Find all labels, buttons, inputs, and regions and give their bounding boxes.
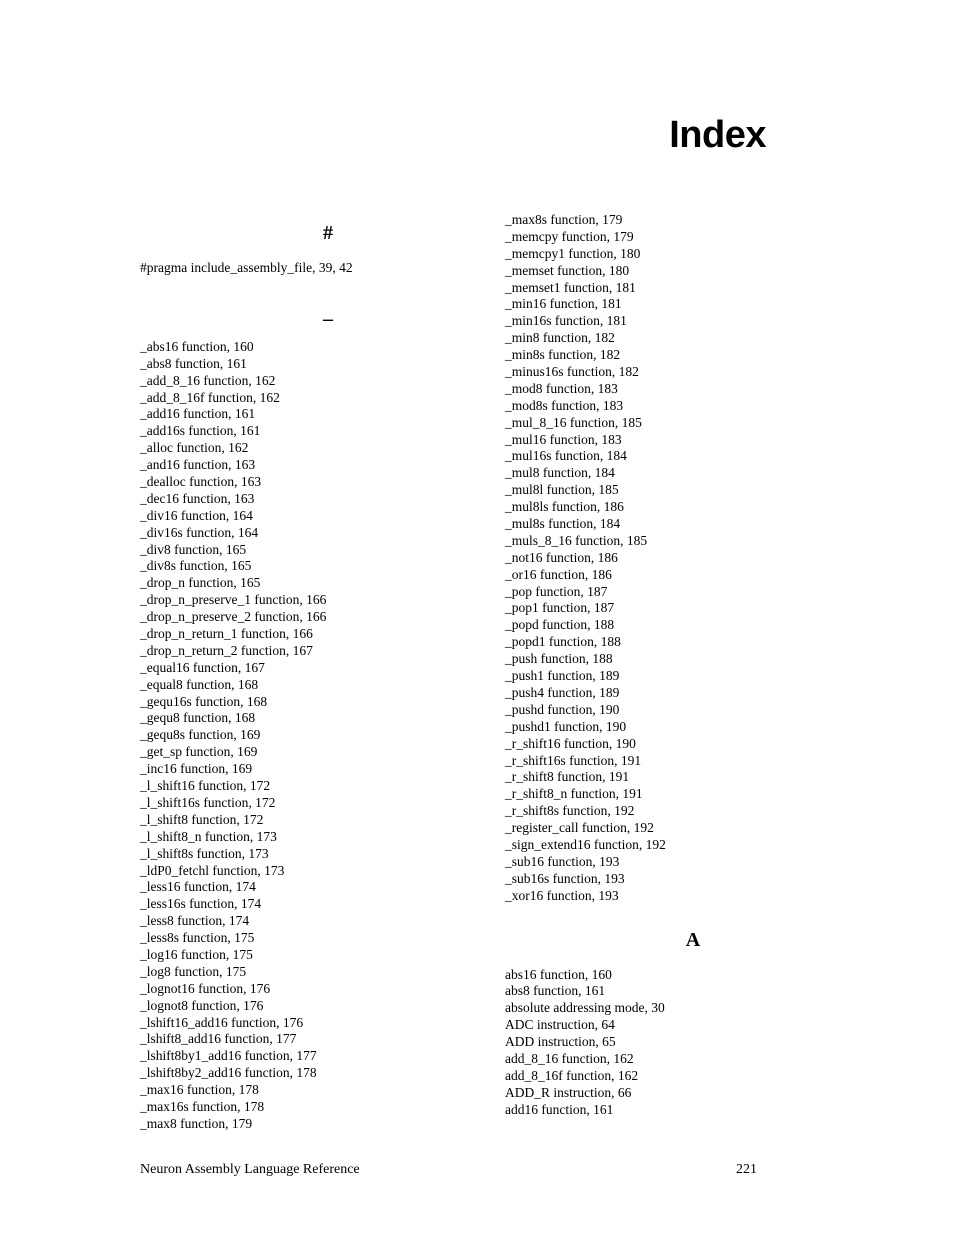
index-entry: _l_shift8 function, 172 xyxy=(140,811,264,827)
index-entry: _lognot16 function, 176 xyxy=(140,980,271,996)
index-entry: _alloc function, 162 xyxy=(140,440,249,456)
index-entry: _pushd1 function, 190 xyxy=(505,718,627,734)
index-entry: _gequ8 function, 168 xyxy=(140,710,256,726)
index-entry: add_8_16f function, 162 xyxy=(505,1067,639,1083)
index-entry: _dec16 function, 163 xyxy=(140,490,255,506)
index-entry: _add16s function, 161 xyxy=(140,423,261,439)
section-heading: _ xyxy=(323,300,333,323)
index-entry: _l_shift8s function, 173 xyxy=(140,845,269,861)
index-entry: _lshift16_add16 function, 176 xyxy=(140,1014,304,1030)
index-entry: _push function, 188 xyxy=(505,651,613,667)
index-entry: _r_shift16 function, 190 xyxy=(505,735,636,751)
index-entry: _sign_extend16 function, 192 xyxy=(505,836,666,852)
index-entry: _drop_n_return_2 function, 167 xyxy=(140,642,313,658)
footer-document-title: Neuron Assembly Language Reference xyxy=(140,1162,360,1177)
index-entry: _div16s function, 164 xyxy=(140,524,259,540)
index-entry: _lshift8by2_add16 function, 178 xyxy=(140,1065,317,1081)
index-section xyxy=(140,221,500,277)
index-entry: _mul8ls function, 186 xyxy=(505,499,624,515)
index-entry: _less16 function, 174 xyxy=(140,879,256,895)
index-entry: _get_sp function, 169 xyxy=(140,744,258,760)
index-entry: _r_shift16s function, 191 xyxy=(505,752,642,768)
index-column-left xyxy=(140,212,500,1133)
index-entry: _mod8s function, 183 xyxy=(505,397,624,413)
index-entry: _div16 function, 164 xyxy=(140,507,253,523)
index-entry: _less16s function, 174 xyxy=(140,896,262,912)
index-entry: _mul8s function, 184 xyxy=(505,516,621,532)
index-entry: _less8s function, 175 xyxy=(140,930,255,946)
index-entry: ADC instruction, 64 xyxy=(505,1017,615,1033)
index-entry: _mul16s function, 184 xyxy=(505,448,627,464)
index-entry: abs8 function, 161 xyxy=(505,983,606,999)
index-entry: _max16 function, 178 xyxy=(140,1082,259,1098)
index-entry: _l_shift16s function, 172 xyxy=(140,794,276,810)
index-entry: _equal8 function, 168 xyxy=(140,676,259,692)
index-entry: _add16 function, 161 xyxy=(140,406,256,422)
section-heading: # xyxy=(323,222,333,244)
index-entry: _max8 function, 179 xyxy=(140,1115,253,1131)
index-entry: _push4 function, 189 xyxy=(505,684,620,700)
index-entry: ADD_R instruction, 66 xyxy=(505,1084,632,1100)
index-entry: _equal16 function, 167 xyxy=(140,659,265,675)
index-entry: _gequ16s function, 168 xyxy=(140,693,268,709)
index-entry: _memset function, 180 xyxy=(505,262,630,278)
index-entry: _sub16 function, 193 xyxy=(505,853,620,869)
index-entry: add_8_16 function, 162 xyxy=(505,1050,634,1066)
index-entry: _mul_8_16 function, 185 xyxy=(505,414,642,430)
index-entry: _sub16s function, 193 xyxy=(505,870,625,886)
index-entry: _div8s function, 165 xyxy=(140,558,252,574)
index-entry: _popd function, 188 xyxy=(505,617,615,633)
index-entry: _pop1 function, 187 xyxy=(505,600,615,616)
index-entry: _mul8l function, 185 xyxy=(505,482,619,498)
index-entry: _max8s function, 179 xyxy=(505,212,623,227)
index-entry: _or16 function, 186 xyxy=(505,566,612,582)
index-entry: _mul16 function, 183 xyxy=(505,431,622,447)
index-entry: absolute addressing mode, 30 xyxy=(505,1000,665,1016)
index-entry: _min16s function, 181 xyxy=(505,313,627,329)
index-entry: _log8 function, 175 xyxy=(140,963,247,979)
index-entry: _ldP0_fetchl function, 173 xyxy=(140,862,285,878)
index-entry: _max16s function, 178 xyxy=(140,1098,265,1114)
index-column-right xyxy=(505,212,865,1119)
index-entry: _drop_n_return_1 function, 166 xyxy=(140,626,313,642)
index-entry: _lshift8by1_add16 function, 177 xyxy=(140,1048,317,1064)
index-section xyxy=(505,212,865,905)
index-entry: _muls_8_16 function, 185 xyxy=(505,532,648,548)
index-entry: _lshift8_add16 function, 177 xyxy=(140,1031,297,1047)
index-entry: _r_shift8_n function, 191 xyxy=(505,786,643,802)
index-entry: _pop function, 187 xyxy=(505,583,608,599)
index-entry: _drop_n function, 165 xyxy=(140,575,261,591)
index-entry: _dealloc function, 163 xyxy=(140,474,262,490)
index-entry: ADD instruction, 65 xyxy=(505,1034,616,1050)
index-entry: _popd1 function, 188 xyxy=(505,634,621,650)
index-entry: _inc16 function, 169 xyxy=(140,761,253,777)
index-entry: _less8 function, 174 xyxy=(140,913,250,929)
section-heading: A xyxy=(685,928,701,951)
index-entry: _memcpy function, 179 xyxy=(505,228,634,244)
index-entry: _r_shift8 function, 191 xyxy=(505,769,630,785)
index-entry: _l_shift16 function, 172 xyxy=(140,778,271,794)
index-entry: _lognot8 function, 176 xyxy=(140,997,264,1013)
index-entry: _l_shift8_n function, 173 xyxy=(140,828,277,844)
index-section xyxy=(140,300,500,1133)
index-entry: _gequ8s function, 169 xyxy=(140,727,261,743)
index-entry: _drop_n_preserve_1 function, 166 xyxy=(140,592,327,608)
index-entry: _mul8 function, 184 xyxy=(505,465,615,481)
index-entry: _add_8_16f function, 162 xyxy=(140,389,280,405)
index-entry: _xor16 function, 193 xyxy=(505,887,619,903)
index-entry: _not16 function, 186 xyxy=(505,549,618,565)
page-title: Index xyxy=(669,114,766,156)
index-entry: add16 function, 161 xyxy=(505,1101,614,1117)
index-entry: _memcpy1 function, 180 xyxy=(505,245,641,261)
index-entry: _log16 function, 175 xyxy=(140,946,253,962)
index-entry: _r_shift8s function, 192 xyxy=(505,803,635,819)
index-entry: _memset1 function, 181 xyxy=(505,279,636,295)
index-entry: _min16 function, 181 xyxy=(505,296,622,312)
index-entry: _drop_n_preserve_2 function, 166 xyxy=(140,609,327,625)
index-entry: _min8s function, 182 xyxy=(505,347,621,363)
index-entry: _minus16s function, 182 xyxy=(505,364,639,380)
index-entry: _pushd function, 190 xyxy=(505,701,620,717)
index-entry: _push1 function, 189 xyxy=(505,668,620,684)
index-entry: abs16 function, 160 xyxy=(505,966,612,982)
footer-page-number: 221 xyxy=(736,1162,757,1177)
page-footer xyxy=(140,1160,757,1180)
index-entry: _register_call function, 192 xyxy=(505,820,654,836)
index-entry: _mod8 function, 183 xyxy=(505,380,618,396)
index-entry: _add_8_16 function, 162 xyxy=(140,372,276,388)
index-entry: _and16 function, 163 xyxy=(140,457,256,473)
index-section xyxy=(505,928,865,1119)
index-entry: _abs8 function, 161 xyxy=(140,355,247,371)
index-entry: #pragma include_assembly_file, 39, 42 xyxy=(140,260,353,275)
index-entry: _min8 function, 182 xyxy=(505,330,615,346)
index-entry: _div8 function, 165 xyxy=(140,541,247,557)
index-entry: _abs16 function, 160 xyxy=(140,338,254,354)
